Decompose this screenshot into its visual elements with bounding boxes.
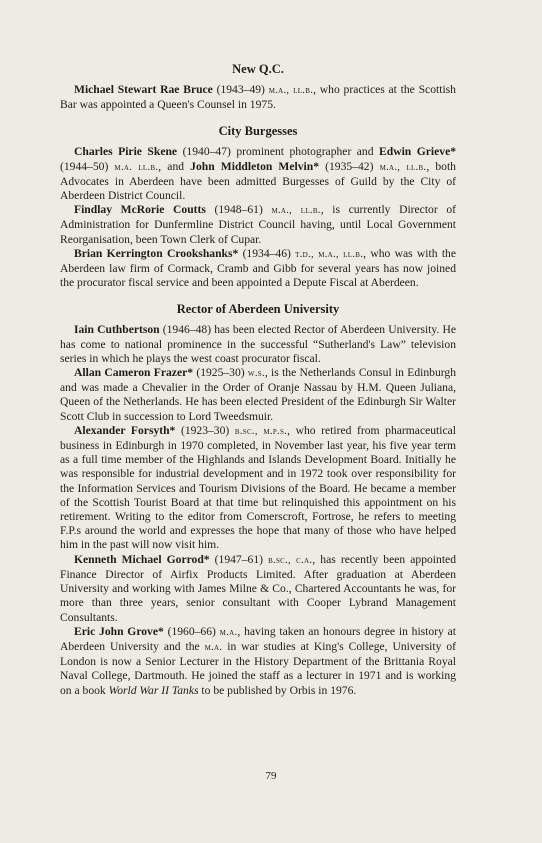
paragraph — [60, 553, 456, 625]
person-name: Alexander Forsyth* — [74, 423, 176, 437]
text-run: (1940–47) prominent photographer and — [177, 145, 380, 159]
text-run: , is currently Director of Administration for Dunfermline District Council having, until Local Government Reorganisation, been Town Clerk of Cupar. — [60, 203, 456, 246]
qualifications: b.sc., c.a. — [268, 554, 313, 566]
paragraph — [60, 203, 456, 247]
person-name: Eric John Grove* — [74, 624, 164, 638]
text-run: (1925–30) — [193, 366, 248, 380]
text-run: in war studies at King's College, University of London is now a Senior Lecturer in the History Department of the Brittania Royal Naval College, Dartmouth. He joined the staff as a lecturer in 1971 and is working on a book — [60, 639, 456, 697]
qualifications: m.a., ll.b. — [268, 85, 314, 96]
person-name: Kenneth Michael Gorrod* — [74, 552, 210, 566]
paragraph — [60, 83, 456, 112]
text-run: (1934–46) — [238, 246, 296, 260]
qualifications: m.a., ll.b. — [379, 161, 427, 173]
person-name: Iain Cuthbertson — [74, 323, 160, 337]
section-new-qc — [60, 62, 456, 112]
section-rector — [60, 302, 456, 697]
paragraph — [60, 625, 456, 698]
person-name: John Middleton Melvin* — [190, 159, 320, 173]
paragraph — [60, 366, 456, 424]
section-heading: New Q.C. — [232, 62, 284, 76]
paragraph — [60, 247, 456, 291]
text-run: (1944–50) — [60, 159, 115, 173]
qualifications: w.s. — [247, 368, 265, 380]
person-name: Brian Kerrington Crookshanks* — [74, 246, 239, 260]
text-run: , and — [158, 159, 191, 173]
text-run: (1948–61) — [205, 203, 272, 217]
qualifications: m.a. — [219, 626, 238, 638]
text-run: (1947–61) — [209, 552, 269, 566]
text-run: (1960–66) — [163, 624, 220, 638]
section-heading: City Burgesses — [218, 124, 298, 139]
qualifications: m.a. ll.b. — [114, 161, 159, 173]
person-name: Edwin Grieve* — [379, 145, 457, 159]
text-run: (1923–30) — [175, 423, 235, 437]
text-run: , who retired from pharmaceutical business in Edinburgh in 1970 completed, in November last year, his five year term as a full time member of the Highlands and Islands Development Board. Initially he was responsible for industrial development and in 1972 took over responsibility for the Information Services and Tourism Divisions of the Board. He became a member of the Scottish Tourist Board at that time but relinquished this appointment on his retirement. Writing to the editor from Comerscroft, Fortrose, he refers to meeting F.P.s around the world and expresses the hope that many of those who have helped him in the past will now visit him. — [60, 423, 456, 552]
person-name: Charles Pirie Skene — [74, 145, 178, 159]
person-name: Michael Stewart Rae Bruce — [74, 83, 213, 96]
section-city-burgesses — [60, 124, 456, 290]
qualifications: b.sc., m.p.s. — [234, 425, 288, 437]
text-run: , who was with the Aberdeen law firm of Cormack, Cramb and Gibb for several years has now joined the procurator fiscal service and been appointed a Depute Fiscal at Aberdeen. — [60, 246, 457, 290]
text-run: , is the Netherlands Consul in Edinburgh and was made a Chevalier in the Order of Oranje Nassau by H.M. Queen Juliana, Queen of the Netherlands. He has been elected President of the Edinburgh Sir Walter Scott Club in succession to Lord Tweedsmuir. — [60, 366, 456, 423]
text-run: (1943–49) — [212, 83, 269, 96]
paragraph — [60, 424, 456, 553]
text-run: (1946–48) has been elected Rector of Aberdeen University. He has come to national prominence in the successful “Sutherland's Law” television series in which he plays the west coast procurator fiscal. — [60, 323, 457, 365]
person-name: Allan Cameron Frazer* — [74, 366, 194, 380]
book-title: World War II Tanks — [108, 683, 199, 697]
text-run: , both Advocates in Aberdeen have been admitted Burgesses of Guild by the City of Aberdeen District Council. — [60, 159, 456, 203]
text-run: , who practices at the Scottish Bar was appointed a Queen's Counsel in 1975. — [60, 83, 456, 112]
text-run: to be published by Orbis in 1976. — [198, 683, 357, 697]
text-run: (1935–42) — [319, 159, 380, 173]
section-heading: Rector of Aberdeen University — [176, 302, 340, 317]
page-number: 79 — [265, 770, 277, 782]
text-run: , having taken an honours degree in history at Aberdeen University and the — [60, 624, 456, 653]
paragraph — [60, 145, 456, 203]
person-name: Findlay McRorie Coutts — [74, 203, 206, 217]
text-run: , has recently been appointed Finance Director of Airfix Products Limited. After graduation at Aberdeen University and working with James Milne & Co., Chartered Accountants he was, for more than three years, senior consultant with Cooper Lybrand Management Consultants. — [60, 552, 456, 624]
paragraph — [60, 323, 456, 366]
qualifications: m.a. — [204, 641, 223, 653]
qualifications: t.d., m.a., ll.b. — [295, 248, 364, 260]
qualifications: m.a., ll.b. — [271, 205, 321, 217]
